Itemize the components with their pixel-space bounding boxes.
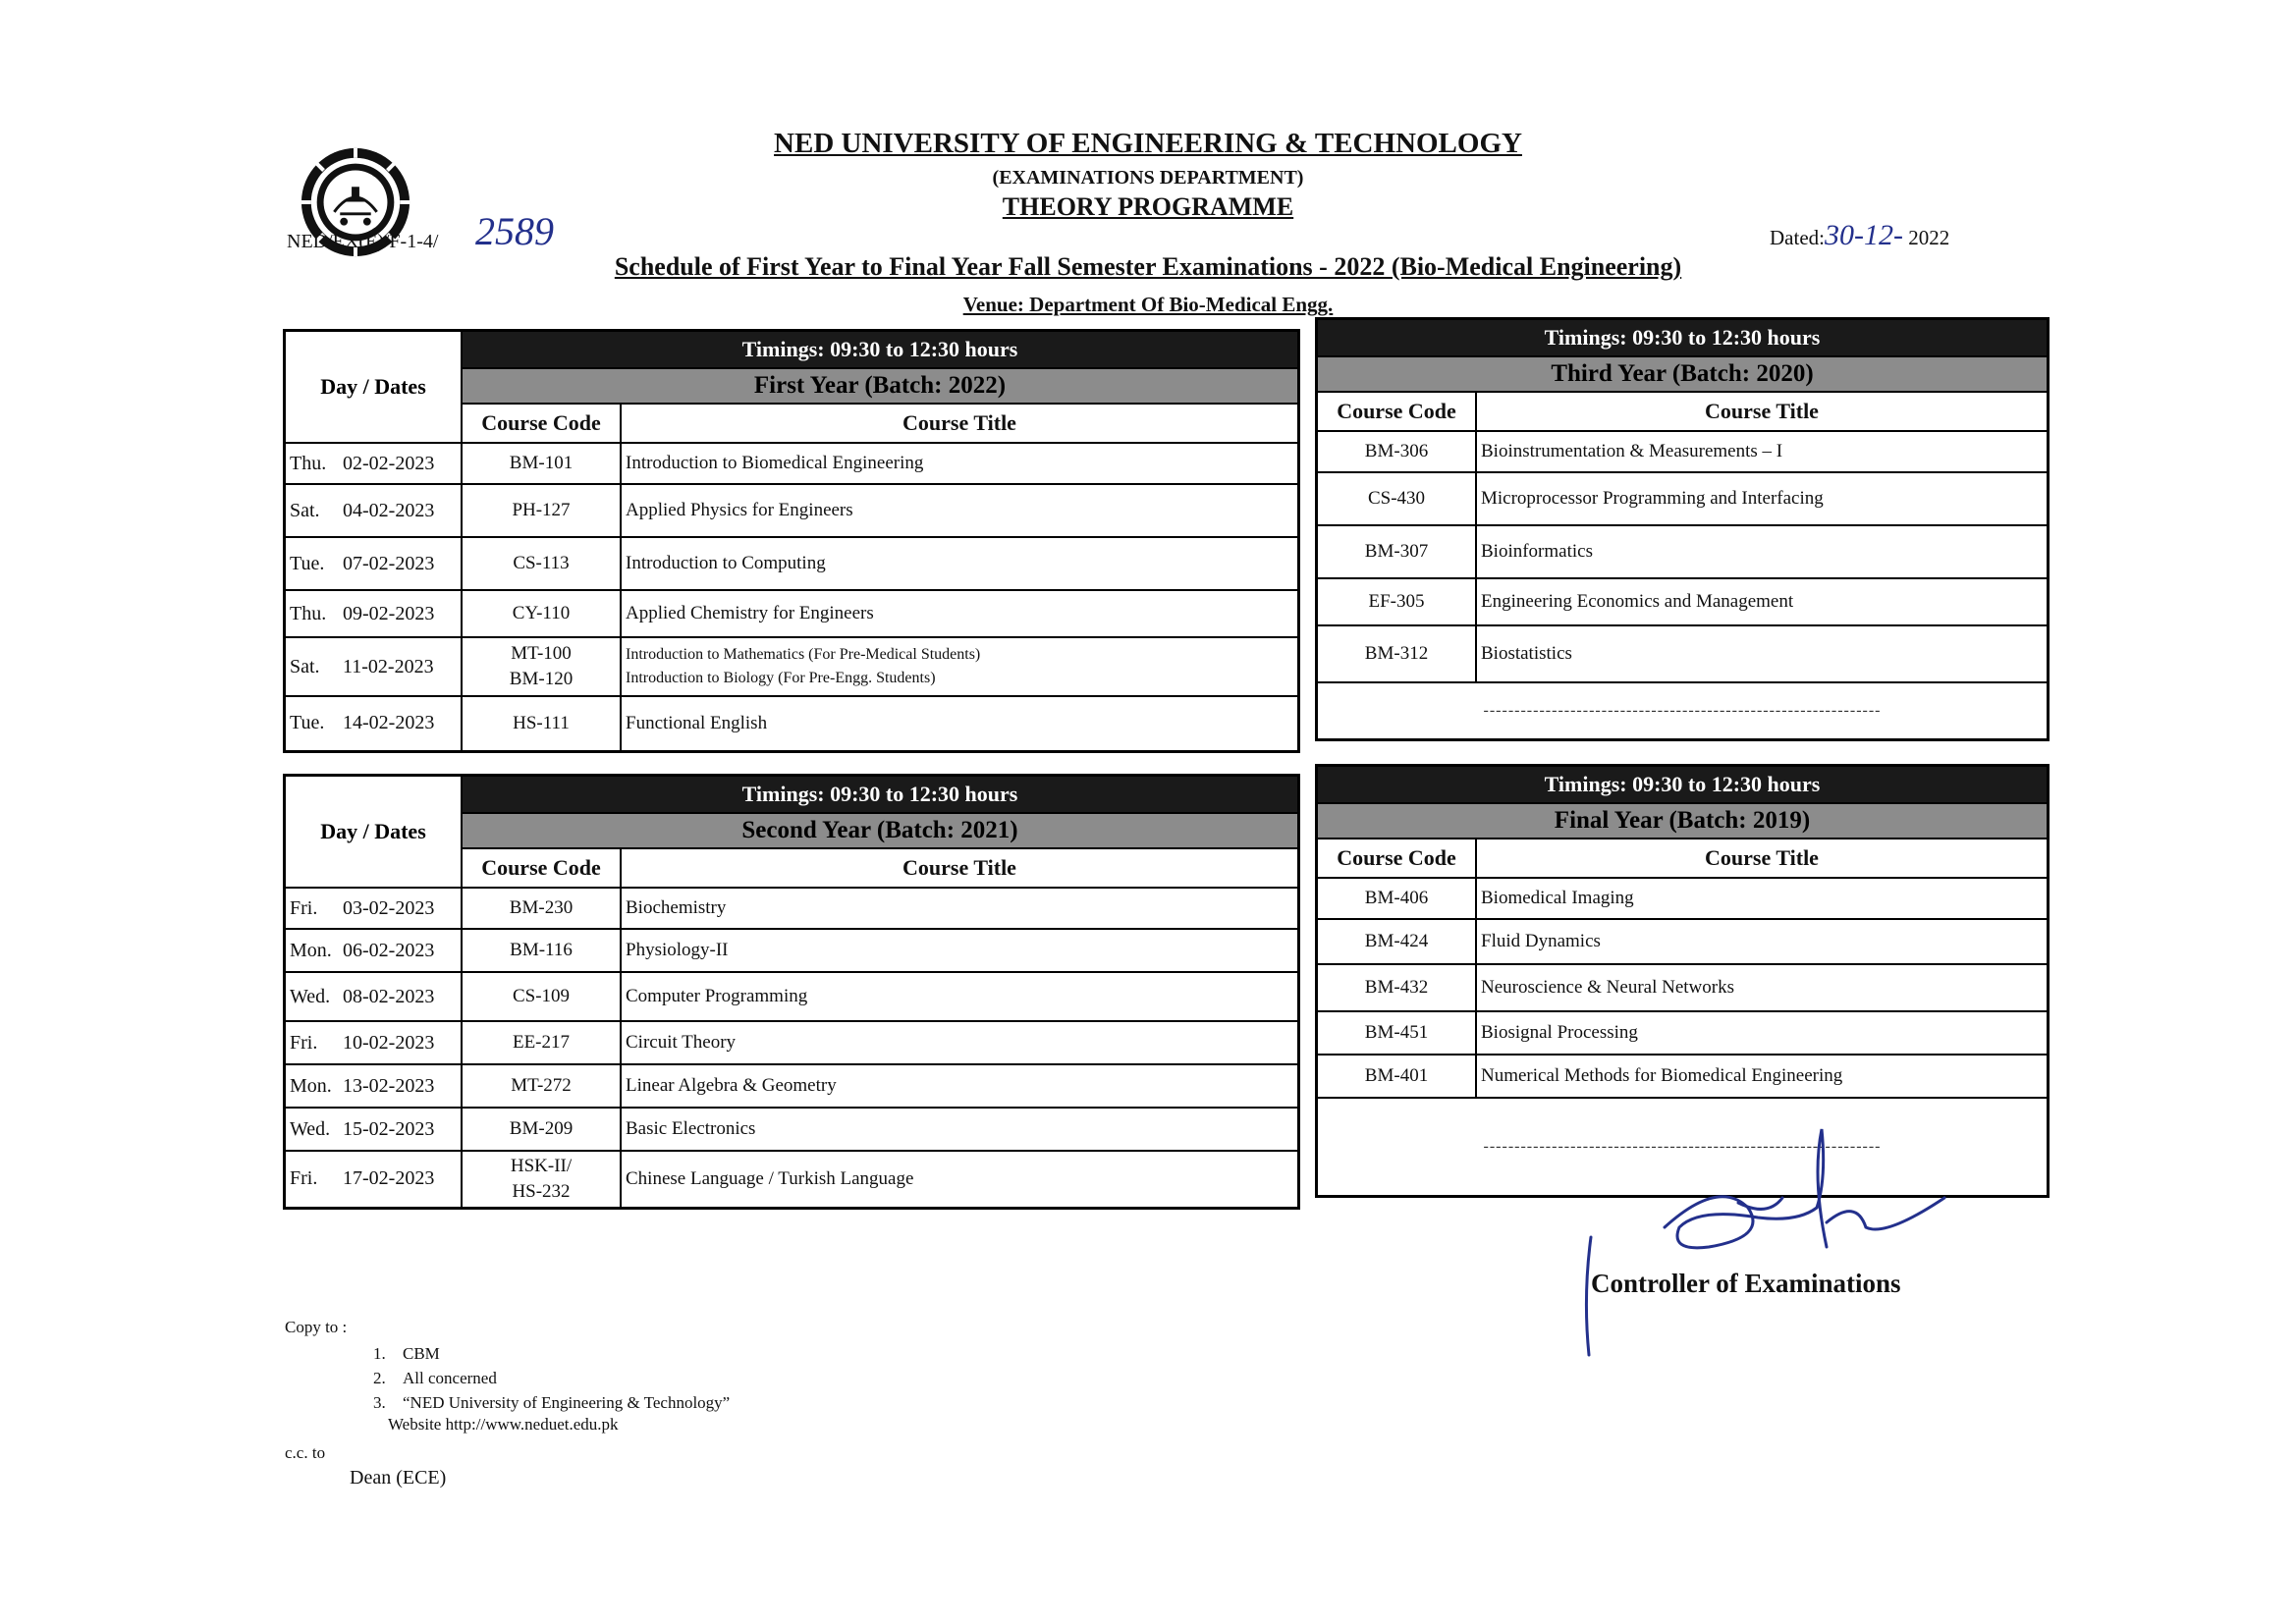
course-code: CS-109 xyxy=(462,972,621,1021)
second-year-table xyxy=(283,774,1300,1210)
course-code-header: Course Code xyxy=(1317,392,1477,431)
day-date: Wed. 15-02-2023 xyxy=(285,1108,463,1151)
timing-header: Timings: 09:30 to 12:30 hours xyxy=(1317,766,2049,804)
course-title: Introduction to Mathematics (For Pre-Medical Students) Introduction to Biology (For Pre-Engg. Students) xyxy=(621,637,1299,696)
course-title: Biomedical Imaging xyxy=(1476,878,2049,919)
course-code: BM-307 xyxy=(1317,525,1477,578)
cc-to-label: c.c. to xyxy=(285,1443,326,1462)
course-code: BM-401 xyxy=(1317,1055,1477,1098)
course-code: CS-430 xyxy=(1317,472,1477,525)
course-title-header: Course Title xyxy=(1476,392,2049,431)
course-title: Circuit Theory xyxy=(621,1021,1299,1064)
day-date: Fri. 03-02-2023 xyxy=(285,888,463,929)
course-title: Introduction to Computing xyxy=(621,537,1299,590)
day-date: Sat. 11-02-2023 xyxy=(285,637,463,696)
course-title-header: Course Title xyxy=(621,404,1299,443)
course-code: CY-110 xyxy=(462,590,621,637)
course-code-header: Course Code xyxy=(462,848,621,888)
table-row xyxy=(1317,964,2049,1011)
course-code: BM-209 xyxy=(462,1108,621,1151)
table-row xyxy=(1317,625,2049,682)
day-date: Thu. 09-02-2023 xyxy=(285,590,463,637)
table-row xyxy=(1317,919,2049,964)
course-title: Fluid Dynamics xyxy=(1476,919,2049,964)
course-title: Linear Algebra & Geometry xyxy=(621,1064,1299,1108)
table-row xyxy=(285,696,1299,751)
course-code-header: Course Code xyxy=(1317,839,1477,878)
table-row xyxy=(285,929,1299,972)
course-title: Introduction to Biomedical Engineering xyxy=(621,443,1299,484)
course-code: HS-111 xyxy=(462,696,621,751)
course-title: Biosignal Processing xyxy=(1476,1011,2049,1055)
copy-to-label: Copy to : xyxy=(285,1318,348,1336)
table-row xyxy=(285,537,1299,590)
dash-separator: ---------------------------------------------------------------- xyxy=(1317,1098,2049,1196)
dated-handwritten: 30-12- xyxy=(1824,219,1903,251)
course-title: Chinese Language / Turkish Language xyxy=(621,1151,1299,1208)
course-code: EE-217 xyxy=(462,1021,621,1064)
course-title: Applied Chemistry for Engineers xyxy=(621,590,1299,637)
reference-number xyxy=(287,231,438,253)
course-code: CS-113 xyxy=(462,537,621,590)
day-date: Sat. 04-02-2023 xyxy=(285,484,463,537)
course-code: BM-116 xyxy=(462,929,621,972)
table-row xyxy=(285,443,1299,484)
copy-to-list xyxy=(373,1341,730,1415)
day-date: Wed. 08-02-2023 xyxy=(285,972,463,1021)
table-row xyxy=(285,1108,1299,1151)
course-code-header: Course Code xyxy=(462,404,621,443)
day-date: Mon. 13-02-2023 xyxy=(285,1064,463,1108)
schedule-title: Schedule of First Year to Final Year Fall Semester Examinations - 2022 (Bio-Medical Engineering) xyxy=(614,252,1682,281)
day-date: Fri. 17-02-2023 xyxy=(285,1151,463,1208)
batch-header: Final Year (Batch: 2019) xyxy=(1317,803,2049,839)
course-title: Computer Programming xyxy=(621,972,1299,1021)
day-date: Thu. 02-02-2023 xyxy=(285,443,463,484)
course-code: BM-306 xyxy=(1317,431,1477,472)
table-row xyxy=(285,1064,1299,1108)
course-title: Applied Physics for Engineers xyxy=(621,484,1299,537)
table-row xyxy=(1317,1011,2049,1055)
signature xyxy=(1571,1119,1964,1365)
timing-header: Timings: 09:30 to 12:30 hours xyxy=(1317,319,2049,357)
day-date: Tue. 07-02-2023 xyxy=(285,537,463,590)
course-title: Microprocessor Programming and Interfacing xyxy=(1476,472,2049,525)
table-row xyxy=(1317,578,2049,625)
course-title: Bioinformatics xyxy=(1476,525,2049,578)
course-code: MT-100 BM-120 xyxy=(462,637,621,696)
dated-label: Dated: xyxy=(1770,226,1825,249)
programme-name: THEORY PROGRAMME xyxy=(1002,192,1294,221)
list-item: 2. All concerned xyxy=(373,1369,497,1387)
course-code: BM-406 xyxy=(1317,878,1477,919)
dated-year: 2022 xyxy=(1908,226,1950,249)
course-title: Engineering Economics and Management xyxy=(1476,578,2049,625)
third-year-table xyxy=(1315,317,2050,741)
university-name: NED UNIVERSITY OF ENGINEERING & TECHNOLOGY xyxy=(774,128,1522,159)
table-row xyxy=(285,972,1299,1021)
course-code: BM-230 xyxy=(462,888,621,929)
course-code: PH-127 xyxy=(462,484,621,537)
venue: Venue: Department Of Bio-Medical Engg. xyxy=(962,293,1334,316)
course-title: Bioinstrumentation & Measurements – I xyxy=(1476,431,2049,472)
table-row xyxy=(285,484,1299,537)
course-code: HSK-II/ HS-232 xyxy=(462,1151,621,1208)
course-title-header: Course Title xyxy=(621,848,1299,888)
controller-of-examinations: Controller of Examinations xyxy=(1591,1269,1901,1298)
course-title: Functional English xyxy=(621,696,1299,751)
website-link[interactable]: Website http://www.neduet.edu.pk xyxy=(388,1415,619,1434)
table-row xyxy=(285,888,1299,929)
table-row xyxy=(1317,878,2049,919)
list-item: 3. “NED University of Engineering & Technology” xyxy=(373,1393,731,1412)
reference-prefix: NED/EX(E)/F-1-4/ xyxy=(287,231,439,252)
table-row xyxy=(285,1151,1299,1208)
table-row xyxy=(1317,472,2049,525)
day-dates-header: Day / Dates xyxy=(285,776,463,889)
course-title: Basic Electronics xyxy=(621,1108,1299,1151)
day-date: Tue. 14-02-2023 xyxy=(285,696,463,751)
dash-separator: ---------------------------------------------------------------- xyxy=(1317,682,2049,739)
table-row xyxy=(1317,431,2049,472)
table-row xyxy=(1317,1055,2049,1098)
course-title: Numerical Methods for Biomedical Engineering xyxy=(1476,1055,2049,1098)
course-code: BM-101 xyxy=(462,443,621,484)
timing-header: Timings: 09:30 to 12:30 hours xyxy=(462,331,1299,369)
table-row xyxy=(285,637,1299,696)
batch-header: Second Year (Batch: 2021) xyxy=(462,813,1299,848)
day-date: Mon. 06-02-2023 xyxy=(285,929,463,972)
timing-header: Timings: 09:30 to 12:30 hours xyxy=(462,776,1299,814)
batch-header: Third Year (Batch: 2020) xyxy=(1317,356,2049,392)
first-year-table xyxy=(283,329,1300,753)
course-title: Neuroscience & Neural Networks xyxy=(1476,964,2049,1011)
department-name: (EXAMINATIONS DEPARTMENT) xyxy=(992,167,1304,189)
course-title: Physiology-II xyxy=(621,929,1299,972)
dated xyxy=(1770,219,1949,252)
course-code: BM-451 xyxy=(1317,1011,1477,1055)
table-row xyxy=(1317,525,2049,578)
empty-row xyxy=(1317,682,2049,739)
table-row xyxy=(285,1021,1299,1064)
course-code: BM-432 xyxy=(1317,964,1477,1011)
course-title: Biochemistry xyxy=(621,888,1299,929)
course-title-header: Course Title xyxy=(1476,839,2049,878)
course-code: BM-424 xyxy=(1317,919,1477,964)
day-dates-header: Day / Dates xyxy=(285,331,463,444)
batch-header: First Year (Batch: 2022) xyxy=(462,368,1299,404)
reference-handwritten: 2589 xyxy=(475,209,554,253)
cc-recipient: Dean (ECE) xyxy=(350,1467,447,1489)
course-code: MT-272 xyxy=(462,1064,621,1108)
table-row xyxy=(285,590,1299,637)
course-code: EF-305 xyxy=(1317,578,1477,625)
course-code: BM-312 xyxy=(1317,625,1477,682)
list-item: 1. CBM xyxy=(373,1344,440,1363)
day-date: Fri. 10-02-2023 xyxy=(285,1021,463,1064)
course-title: Biostatistics xyxy=(1476,625,2049,682)
